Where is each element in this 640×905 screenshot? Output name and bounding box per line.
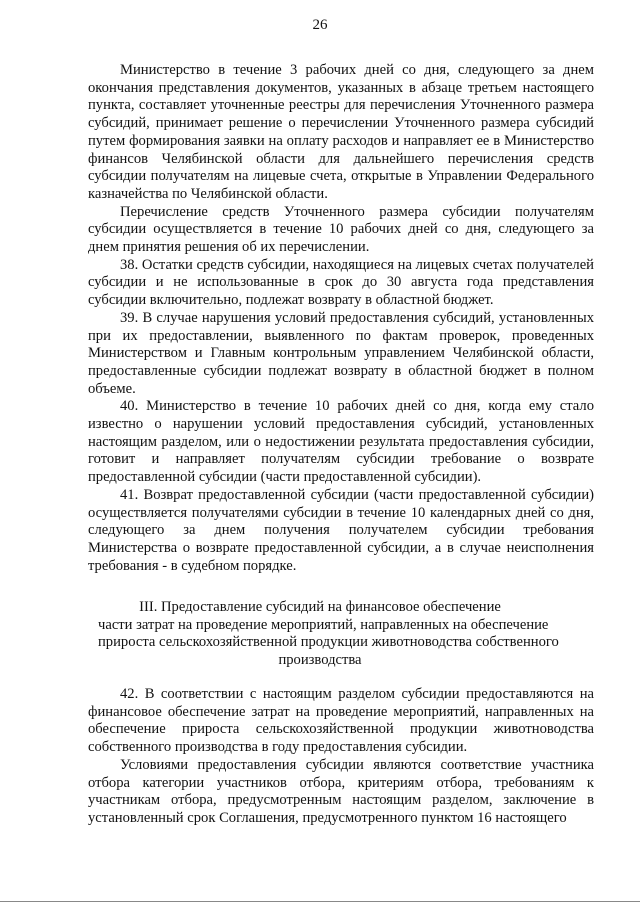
scan-edge-line — [0, 901, 640, 902]
page-number: 26 — [312, 17, 328, 33]
paragraph-38: 38. Остатки средств субсидии, находящиеся на лицевых счетах получателей субсидии и не использованные в срок до 30 августа года представления субсидии включительно, подлежат возврату в областной бюджет. — [88, 256, 594, 309]
paragraph-transfer-terms: Перечисление средств Уточненного размера субсидии получателям субсидии осуществляется в течение 10 рабочих дней со дня, следующего за днем принятия решения об их перечислении. — [88, 203, 594, 256]
section-heading-line: прироста сельскохозяйственной продукции животноводства собственного — [98, 634, 559, 651]
paragraph-conditions: Условиями предоставления субсидии являются соответствие участника отбора категории участников отбора, критериям отбора, требованиям к участникам отбора, предусмотренным настоящим разделом, заключение в установленный срок Соглашения, предусмотренного пунктом 16 настоящего — [88, 756, 594, 826]
paragraph-ministry-registry: Министерство в течение 3 рабочих дней со дня, следующего за днем окончания представления документов, указанных в абзаце третьем настоящего пункта, составляет уточненные реестры для перечисления Уточненного размера субсидий, принимает решение о перечислении Уточненного размера субсидий путем формирования заявки на оплату расходов и направляет ее в Министерство финансов Челябинской области для дальнейшего перечисления средств субсидии получателям на лицевые счета, открытые в Управлении Федерального казначейства по Челябинской области. — [88, 62, 594, 202]
section-heading — [98, 599, 559, 670]
section-heading-line: части затрат на проведение мероприятий, направленных на обеспечение — [98, 616, 549, 633]
body-text-bottom — [88, 686, 594, 828]
paragraph-39: 39. В случае нарушения условий предоставления субсидий, установленных при их предоставлении, выявленного по фактам проверок, проведенных Министерством и Главным контрольным управлением Челябинской области, предоставленные субсидии подлежат возврату в областной бюджет в полном объеме. — [88, 309, 594, 397]
paragraph-40: 40. Министерство в течение 10 рабочих дней со дня, когда ему стало известно о нарушении условий предоставления субсидий, установленных настоящим разделом, или о недостижении результата предоставления субсидии, готовит и направляет получателям субсидии требование о возврате предоставленной субсидии (части предоставленной субсидии). — [88, 398, 594, 486]
section-heading-line: III. Предоставление субсидий на финансовое обеспечение — [139, 599, 501, 615]
body-text-top — [88, 62, 594, 575]
paragraph-41: 41. Возврат предоставленной субсидии (части предоставленной субсидии) осуществляется получателями субсидии в течение 10 календарных дней со дня, следующего за днем получения получателем субсидии требования Министерства о возврате предоставленной субсидии, а в случае неисполнения требования - в судебном порядке. — [88, 486, 594, 574]
paragraph-42: 42. В соответствии с настоящим разделом субсидии предоставляются на финансовое обеспечение затрат на проведение мероприятий, направленных на обеспечение прироста сельскохозяйственной продукции животноводства собственного производства в году предоставления субсидии. — [88, 686, 594, 756]
section-heading-line: производства — [278, 652, 362, 669]
